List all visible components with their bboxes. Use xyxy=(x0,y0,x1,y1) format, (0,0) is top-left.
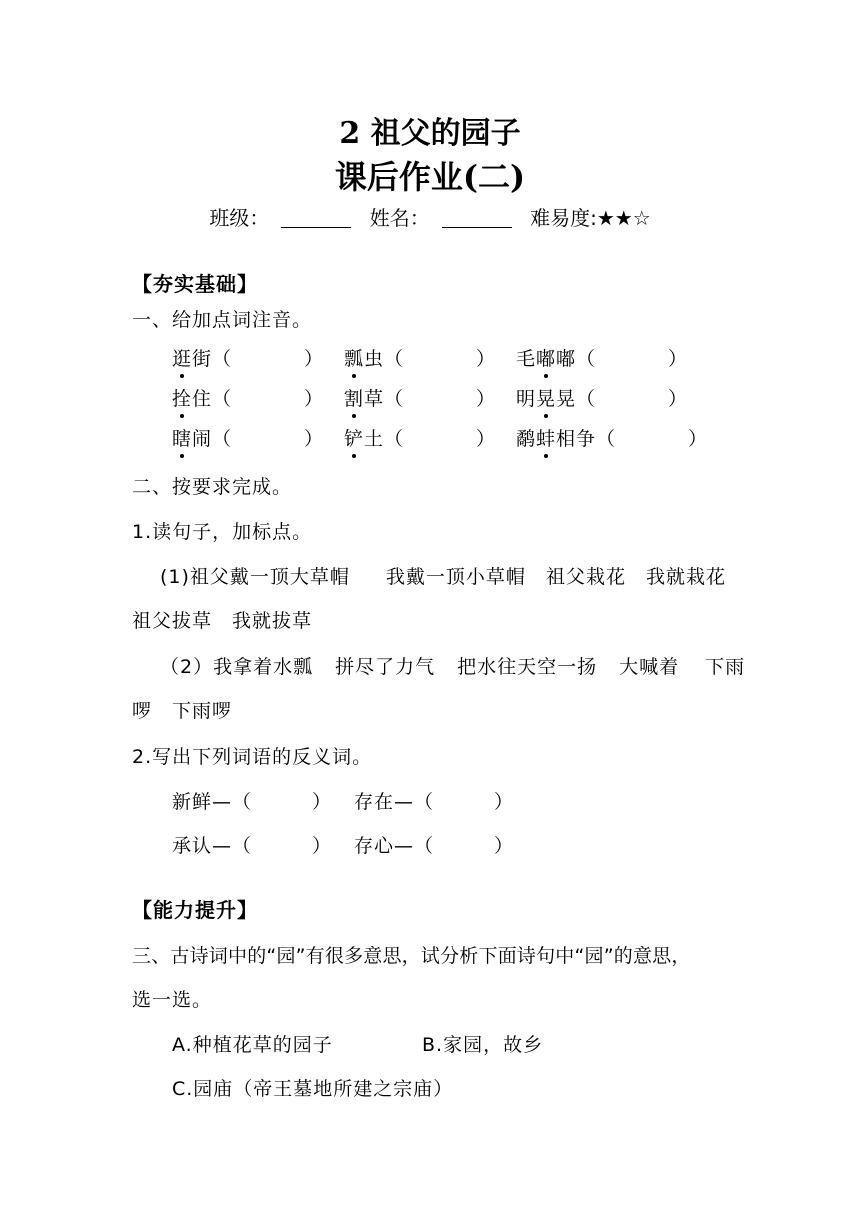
q1-prompt: 一、给加点词注音。 xyxy=(132,309,313,331)
sentence-2-line-1: （2）我拿着水瓢 拼尽了力气 把水往天空一扬 大喊着 下雨 xyxy=(160,656,746,678)
pinyin-item: 拴住（ ） xyxy=(172,384,324,411)
antonym-item: 承认—（ ） xyxy=(172,835,333,857)
pinyin-item: 瞎闹（ ） xyxy=(172,424,324,451)
pinyin-item: 鹬蚌相争（ ） xyxy=(516,424,708,451)
q3-prompt-line-1: 三、古诗词中的“园”有很多意思，试分析下面诗句中“园”的意思， xyxy=(132,945,691,967)
antonym-item: 新鲜—（ ） xyxy=(172,791,333,813)
difficulty-stars: ★★☆ xyxy=(596,206,651,230)
name-blank[interactable] xyxy=(442,209,512,228)
q2-sub2-prompt: 2.写出下列词语的反义词。 xyxy=(132,746,373,768)
pinyin-item: 铲土（ ） xyxy=(344,424,496,451)
pinyin-item: 明晃晃（ ） xyxy=(516,384,688,411)
pinyin-item: 瓢虫（ ） xyxy=(344,344,496,371)
pinyin-item: 毛嘟嘟（ ） xyxy=(516,344,688,371)
q3-prompt-line-2: 选一选。 xyxy=(132,989,213,1011)
class-label: 班级： xyxy=(209,206,270,230)
sentence-1-line-1: (1)祖父戴一顶大草帽 我戴一顶小草帽 祖父栽花 我就栽花 xyxy=(160,566,726,588)
homework-title: 课后作业(二) xyxy=(334,158,526,196)
lesson-title: 2 祖父的园子 xyxy=(339,116,521,151)
class-blank[interactable] xyxy=(281,209,351,228)
antonym-item: 存在—（ ） xyxy=(354,791,515,813)
option-b: B.家园，故乡 xyxy=(422,1034,544,1056)
q2-sub1-prompt: 1.读句子，加标点。 xyxy=(132,521,313,543)
sentence-2-line-2: 啰 下雨啰 xyxy=(132,700,233,722)
name-label: 姓名： xyxy=(369,206,430,230)
antonym-item: 存心—（ ） xyxy=(354,835,515,857)
pinyin-item: 割草（ ） xyxy=(344,384,496,411)
section-heading-advanced: 【能力提升】 xyxy=(132,898,258,922)
option-a: A.种植花草的园子 xyxy=(172,1034,333,1056)
sentence-1-line-2: 祖父拔草 我就拔草 xyxy=(132,610,313,632)
section-heading-basics: 【夯实基础】 xyxy=(132,272,258,296)
difficulty-label: 难易度: xyxy=(530,206,597,230)
option-c: C.园庙（帝王墓地所建之宗庙） xyxy=(172,1078,454,1100)
pinyin-item: 逛街（ ） xyxy=(172,344,324,371)
q2-prompt: 二、按要求完成。 xyxy=(132,476,293,498)
student-info-line xyxy=(0,202,860,231)
